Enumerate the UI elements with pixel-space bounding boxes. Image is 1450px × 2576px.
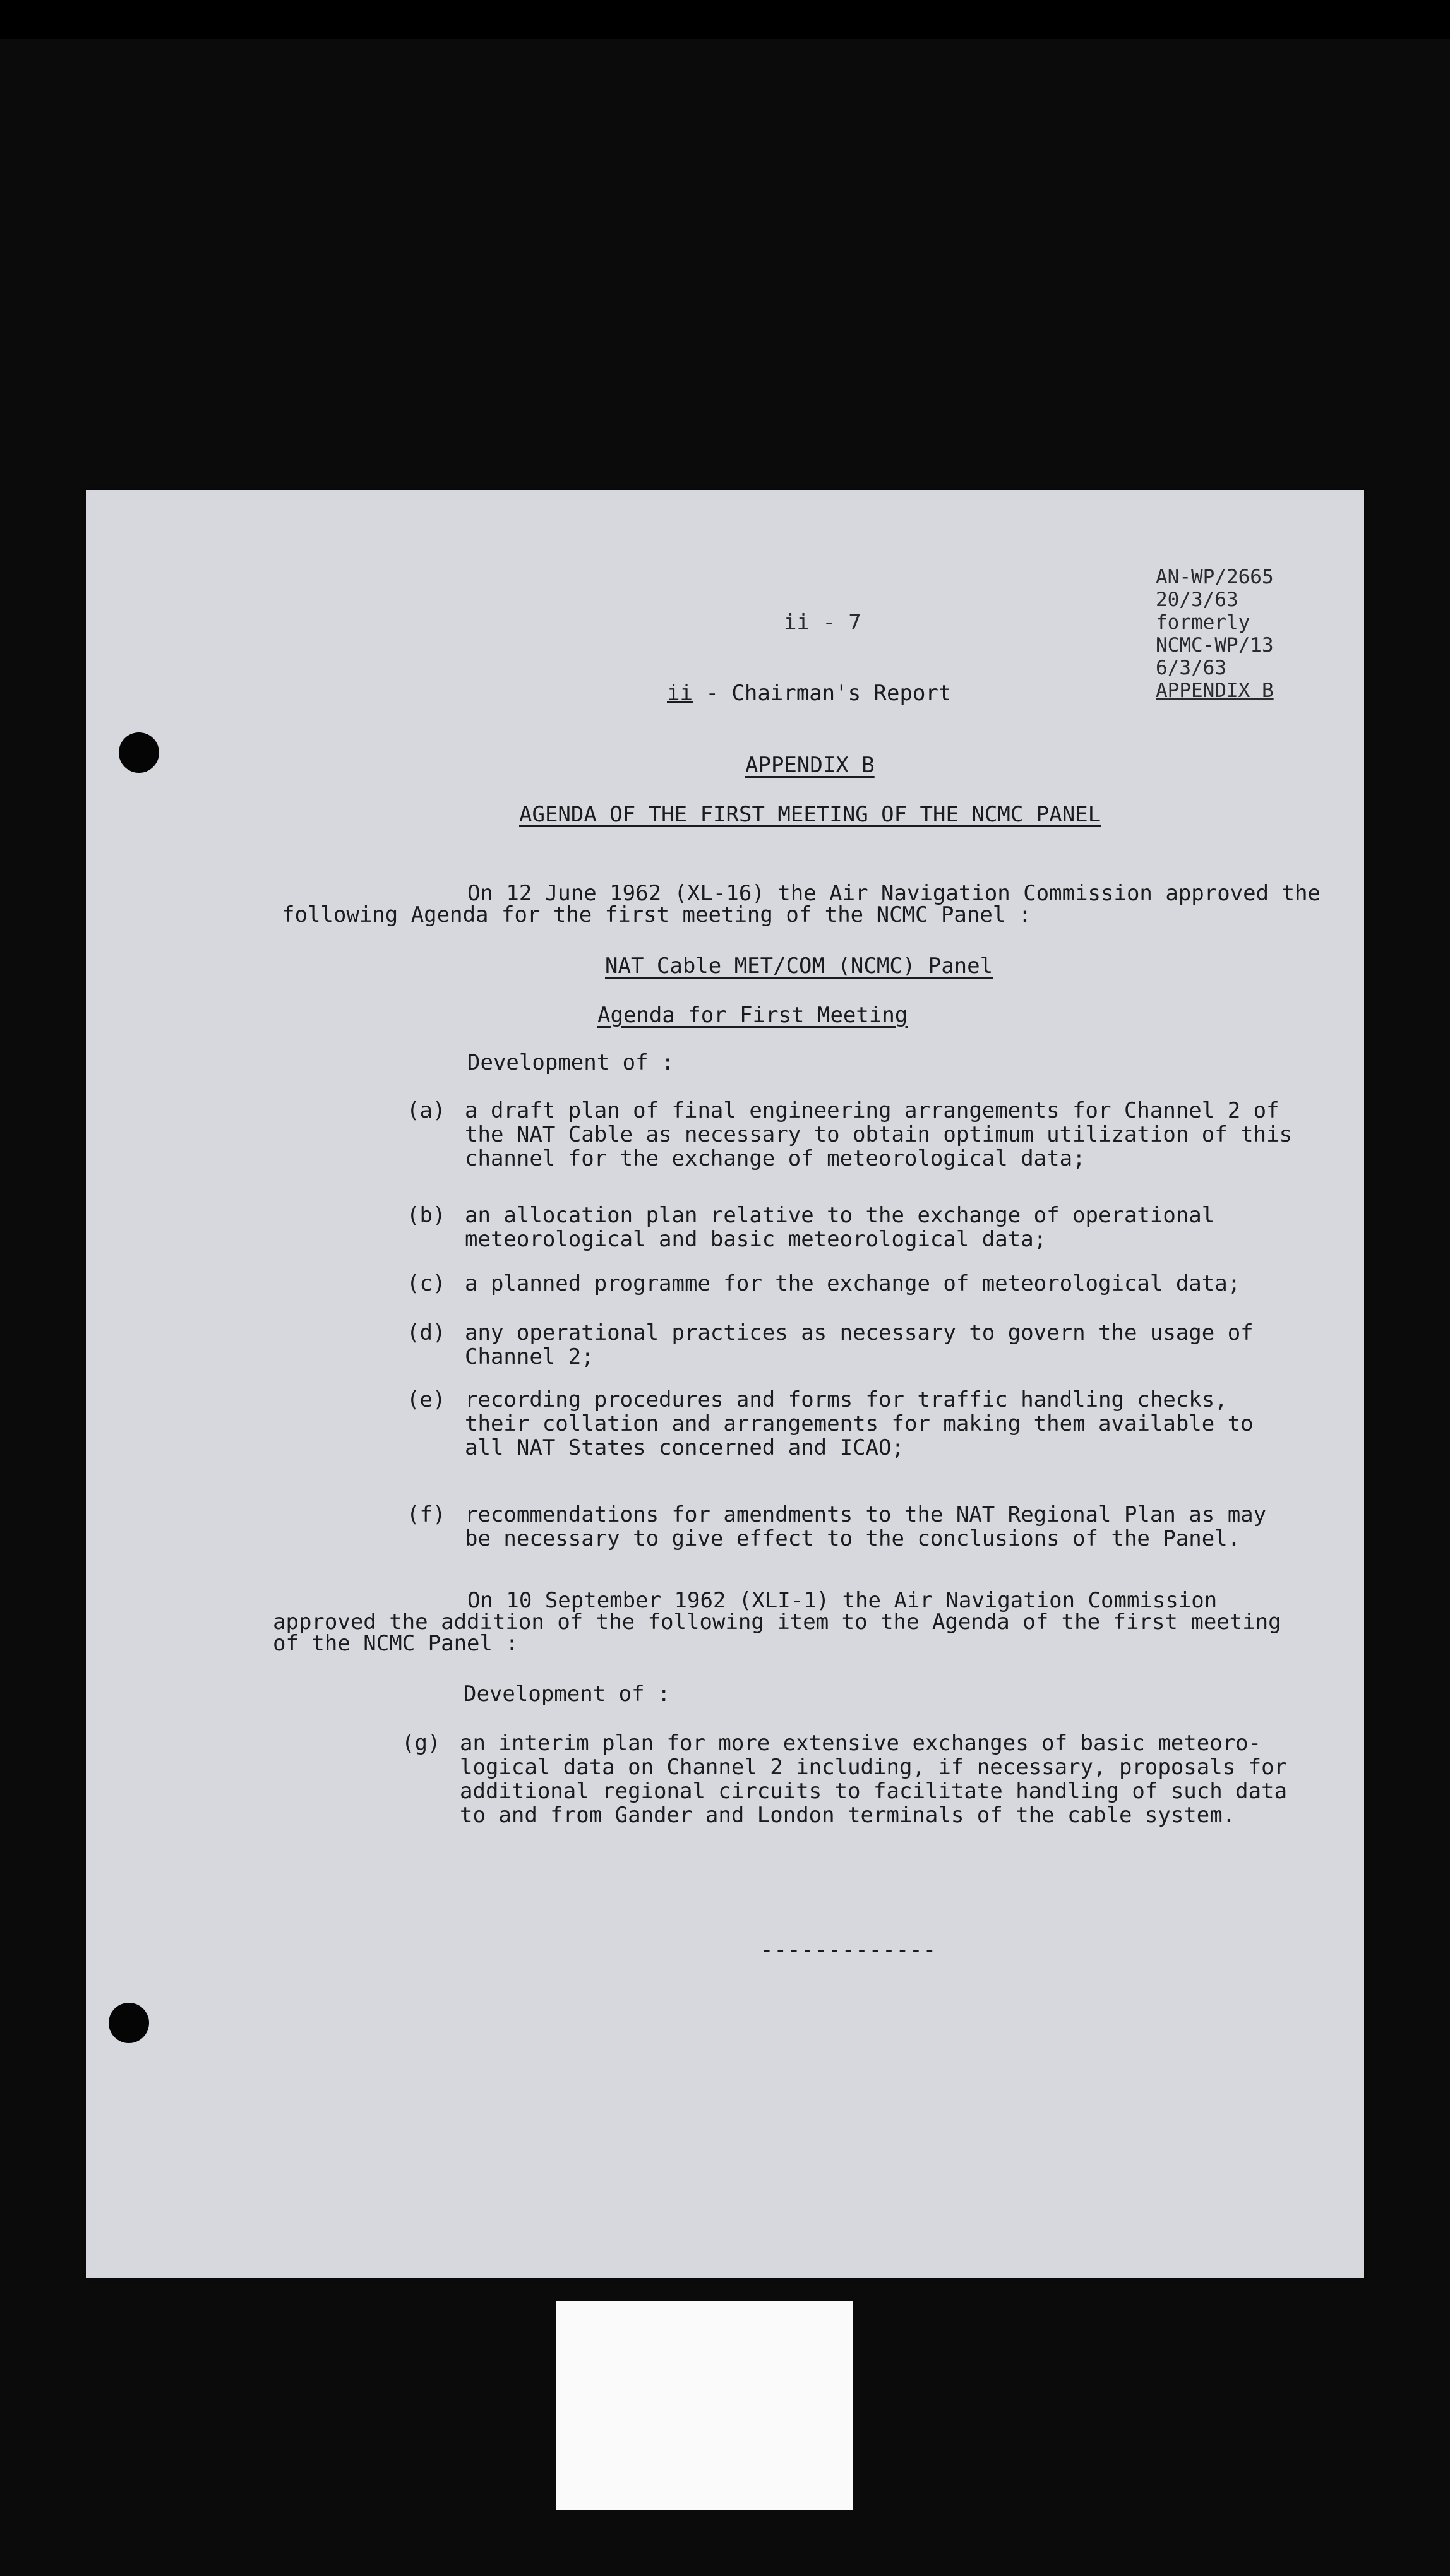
item-label: (e) (407, 1387, 446, 1412)
item-line: an allocation plan relative to the exchange of operational (465, 1203, 1215, 1228)
item-line: a planned programme for the exchange of meteorological data; (465, 1271, 1241, 1296)
chair-text: - Chairman's Report (705, 681, 952, 706)
document-reference (1156, 566, 1274, 702)
film-top-strip (0, 0, 1450, 39)
item-line: a draft plan of final engineering arrangements for Channel 2 of (465, 1098, 1279, 1123)
agenda-subtitle: Agenda for First Meeting (597, 1003, 908, 1028)
development-label: Development of : (467, 1050, 674, 1075)
item-line: be necessary to give effect to the conclusions of the Panel. (465, 1526, 1241, 1551)
ref-line: 6/3/63 (1156, 657, 1226, 679)
item-line: any operational practices as necessary to govern the usage of (465, 1320, 1254, 1345)
second-line-3: of the NCMC Panel : (273, 1631, 518, 1656)
item-line: Channel 2; (465, 1344, 594, 1369)
intro-line-1: On 12 June 1962 (XL-16) the Air Navigation Commission approved the (467, 881, 1321, 906)
second-line-2: approved the addition of the following item to the Agenda of the first meeting (273, 1609, 1281, 1635)
item-label: (d) (407, 1320, 446, 1345)
second-line-1: On 10 September 1962 (XLI-1) the Air Navigation Commission (467, 1588, 1218, 1613)
appendix-title: APPENDIX B (745, 753, 875, 778)
ref-line: AN-WP/2665 (1156, 566, 1274, 588)
item-line: logical data on Channel 2 including, if necessary, proposals for (460, 1755, 1288, 1780)
punch-hole-bottom (109, 2003, 149, 2043)
ref-line: NCMC-WP/13 (1156, 634, 1274, 657)
chair-prefix: ii (667, 681, 693, 706)
document-page (86, 490, 1364, 2278)
item-label: (a) (407, 1098, 446, 1123)
item-line: the NAT Cable as necessary to obtain optimum utilization of this (465, 1122, 1293, 1147)
ref-line: 20/3/63 (1156, 588, 1238, 611)
panel-name: NAT Cable MET/COM (NCMC) Panel (605, 953, 993, 979)
item-line: to and from Gander and London terminals of the cable system. (460, 1803, 1236, 1828)
development-label-2: Development of : (464, 1681, 671, 1707)
item-label: (b) (407, 1203, 446, 1228)
agenda-heading: AGENDA OF THE FIRST MEETING OF THE NCMC PANEL (519, 802, 1101, 827)
ref-line: formerly (1156, 611, 1250, 634)
end-separator: ------------- (760, 1937, 937, 1962)
item-label: (g) (402, 1731, 441, 1756)
item-line: recording procedures and forms for traffic handling checks, (465, 1387, 1228, 1412)
chairman-report-line (667, 681, 951, 706)
item-line: an interim plan for more extensive exchanges of basic meteoro- (460, 1731, 1262, 1756)
item-line: additional regional circuits to facilitate handling of such data (460, 1779, 1288, 1804)
item-line: recommendations for amendments to the NAT Regional Plan as may (465, 1502, 1267, 1527)
page-number: ii - 7 (784, 610, 861, 635)
intro-line-2: following Agenda for the first meeting of the NCMC Panel : (282, 902, 1032, 927)
item-line: meteorological and basic meteorological data; (465, 1227, 1047, 1252)
item-label: (c) (407, 1271, 446, 1296)
punch-hole-top (119, 732, 159, 773)
item-line: channel for the exchange of meteorological data; (465, 1146, 1086, 1171)
item-line: their collation and arrangements for making them available to (465, 1411, 1254, 1436)
film-marker-card (556, 2301, 853, 2510)
item-label: (f) (407, 1502, 446, 1527)
item-line: all NAT States concerned and ICAO; (465, 1435, 904, 1460)
appendix-ref: APPENDIX B (1156, 679, 1274, 702)
